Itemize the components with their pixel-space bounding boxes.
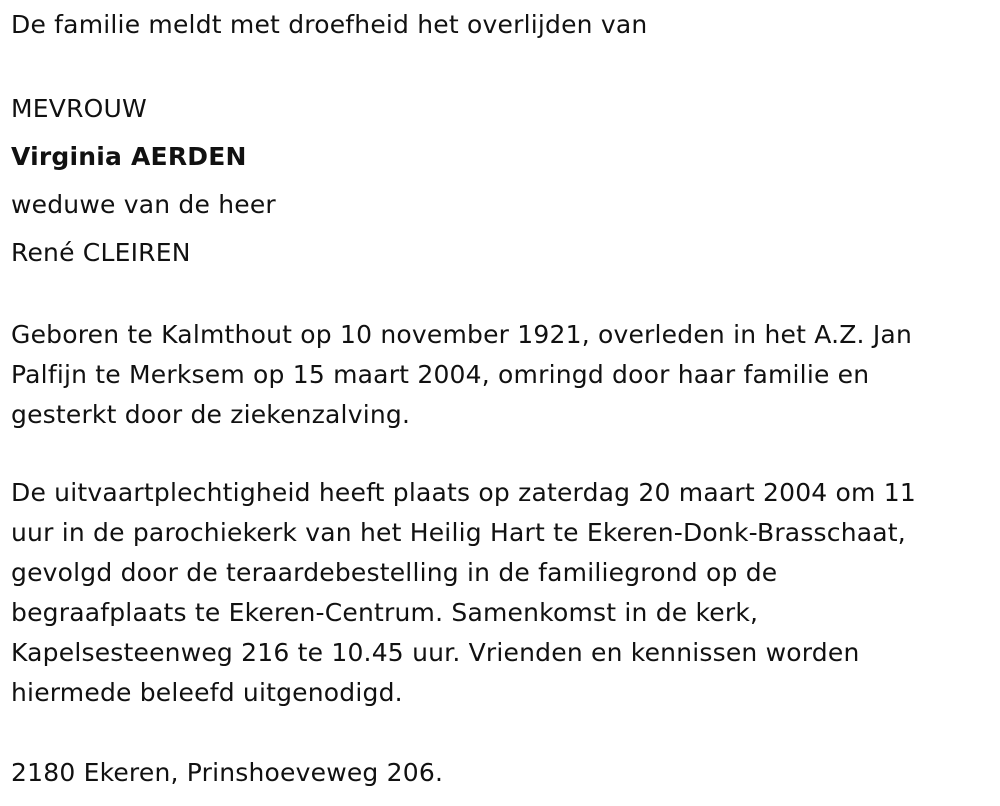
- death-notice: [11, 0, 991, 793]
- paragraph-line: hiermede beleefd uitgenodigd.: [11, 678, 403, 707]
- spouse-name: René CLEIREN: [11, 238, 191, 267]
- deceased-block: [11, 85, 991, 277]
- paragraph-line: Palfijn te Merksem op 15 maart 2004, omringd door haar familie en: [11, 360, 870, 389]
- deceased-name: Virginia AERDEN: [11, 142, 247, 171]
- paragraph-line: Kapelsesteenweg 216 te 10.45 uur. Vrienden en kennissen worden: [11, 638, 860, 667]
- family-address: 2180 Ekeren, Prinshoeveweg 206.: [11, 758, 444, 787]
- relation-text: weduwe van de heer: [11, 190, 276, 219]
- paragraph-line: De uitvaartplechtigheid heeft plaats op zaterdag 20 maart 2004 om 11: [11, 478, 916, 507]
- salutation: MEVROUW: [11, 94, 147, 123]
- paragraph-line: gesterkt door de ziekenzalving.: [11, 400, 411, 429]
- paragraph-line: gevolgd door de teraardebestelling in de familiegrond op de: [11, 558, 778, 587]
- intro-text: De familie meldt met droefheid het overlijden van: [11, 10, 648, 39]
- birth-death-paragraph: [11, 315, 991, 435]
- paragraph-line: uur in de parochiekerk van het Heilig Hart te Ekeren-Donk-Brasschaat,: [11, 518, 906, 547]
- paragraph-line: Geboren te Kalmthout op 10 november 1921, overleden in het A.Z. Jan: [11, 320, 912, 349]
- paragraph-line: begraafplaats te Ekeren-Centrum. Samenkomst in de kerk,: [11, 598, 759, 627]
- ceremony-paragraph: [11, 473, 991, 713]
